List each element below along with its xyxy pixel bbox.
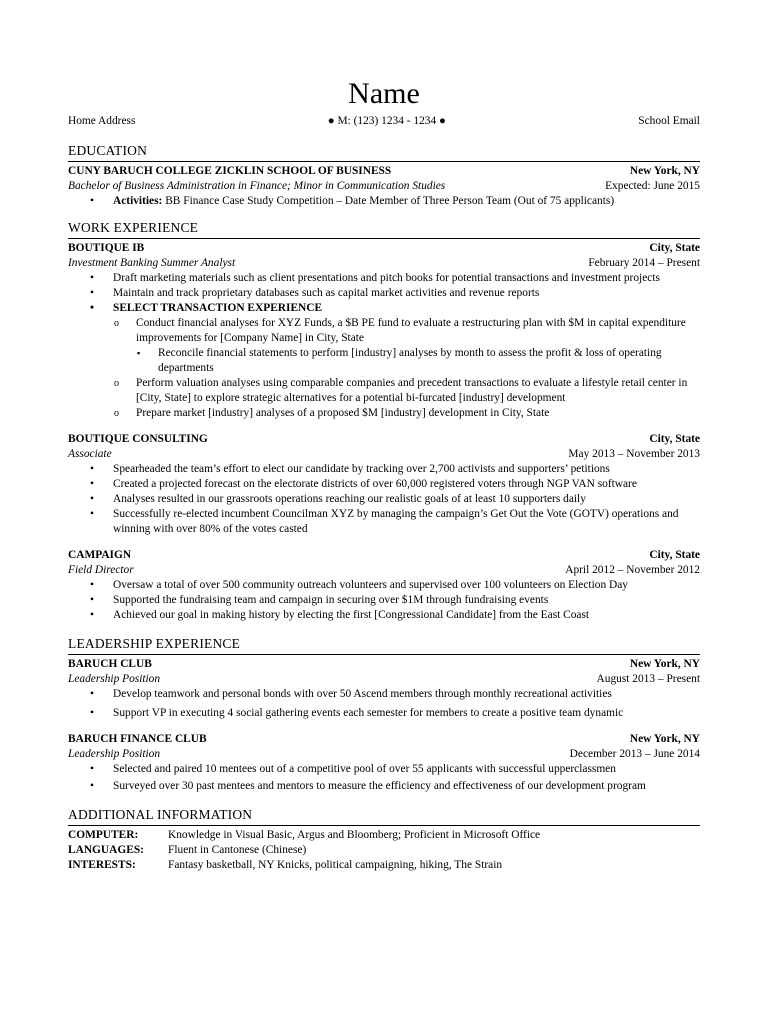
phone-number: ● M: (123) 1234 - 1234 ●	[327, 115, 446, 127]
activities-text: BB Finance Case Study Competition – Date Member of Three Person Team (Out of 75 applicants)	[162, 195, 615, 207]
education-heading: EDUCATION	[68, 142, 700, 162]
list-item: • Spearheaded the team’s effort to elect our candidate by tracking over 2,700 activists and supporters’ petitions	[68, 462, 700, 477]
role-title: Leadership Position	[68, 673, 161, 685]
work-entry-ib	[68, 241, 700, 421]
activities-label: Activities:	[113, 195, 163, 207]
school-email: School Email	[638, 115, 700, 127]
role-title: Associate	[68, 448, 112, 460]
work-entry-campaign	[68, 548, 700, 623]
computer-value: Knowledge in Visual Basic, Argus and Bloomberg; Proficient in Microsoft Office	[168, 829, 541, 841]
org-location: New York, NY	[629, 658, 700, 670]
candidate-name: Name	[348, 77, 420, 110]
sub-list-item: o Prepare market [industry] analyses of a proposed $M [industry] development in City, State	[68, 406, 700, 421]
additional-heading: ADDITIONAL INFORMATION	[68, 806, 700, 826]
list-item: • Oversaw a total of over 500 community outreach volunteers and supervised over 100 volunteers on Election Day	[68, 578, 700, 593]
org-name: BOUTIQUE IB	[68, 242, 145, 254]
leadership-heading: LEADERSHIP EXPERIENCE	[68, 635, 700, 655]
languages-label: LANGUAGES:	[68, 844, 144, 856]
role-title: Leadership Position	[68, 748, 161, 760]
list-item: • Created a projected forecast on the electorate districts of over 60,000 registered voters through NGP VAN software	[68, 477, 700, 492]
leadership-entry-club	[68, 657, 700, 721]
leadership-entry-finance-club	[68, 732, 700, 794]
education-entry	[68, 164, 700, 209]
sub-list-item: o Conduct financial analyses for XYZ Funds, a $B PE fund to evaluate a restructuring plan with $M in capital expenditure improvements for [Company Name] in City, State	[68, 316, 700, 346]
contact-line	[68, 114, 700, 129]
role-title: Investment Banking Summer Analyst	[68, 257, 236, 269]
role-date: December 2013 – June 2014	[569, 748, 700, 760]
activities-item	[68, 194, 700, 209]
interests-label: INTERESTS:	[68, 859, 136, 871]
additional-info	[68, 828, 700, 873]
list-item: • Support VP in executing 4 social gathering events each semester for members to create a positive team dynamic	[68, 706, 700, 721]
list-item: • Surveyed over 30 past mentees and mentors to measure the efficiency and effectiveness of our development program	[68, 779, 700, 794]
org-location: New York, NY	[629, 733, 700, 745]
list-item: • Successfully re-elected incumbent Councilman XYZ by managing the campaign’s Get Out the Vote (GOTV) operations and winning with over 80% of the votes casted	[68, 507, 700, 537]
list-item: • Selected and paired 10 mentees out of a competitive pool of over 55 applicants with successful upperclassmen	[68, 762, 700, 777]
interests-row	[68, 858, 700, 873]
graduation-date: Expected: June 2015	[605, 180, 700, 192]
org-location: City, State	[649, 242, 700, 254]
role-date: August 2013 – Present	[596, 673, 700, 685]
languages-value: Fluent in Cantonese (Chinese)	[168, 844, 307, 856]
list-item: • Achieved our goal in making history by electing the first [Congressional Candidate] from the East Coast	[68, 608, 700, 623]
sub-list-item: o Perform valuation analyses using comparable companies and precedent transactions to evaluate a lifestyle retail center in [City, State] to explore strategic alternatives for a potential bi-furcated [industry] development	[68, 376, 700, 406]
computer-label: COMPUTER:	[68, 829, 139, 841]
school-location: New York, NY	[629, 165, 700, 177]
org-location: City, State	[649, 433, 700, 445]
list-item: • Maintain and track proprietary databases such as capital market activities and revenue reports	[68, 286, 700, 301]
home-address: Home Address	[68, 115, 136, 127]
org-name: BARUCH CLUB	[68, 658, 152, 670]
sub-sub-list-item: ▪ Reconcile financial statements to perform [industry] analyses by month to assess the profit & loss of operating departments	[68, 346, 700, 376]
list-item: • Supported the fundraising team and campaign in securing over $1M through fundraising events	[68, 593, 700, 608]
role-date: May 2013 – November 2013	[568, 448, 700, 460]
org-name: BARUCH FINANCE CLUB	[68, 733, 207, 745]
languages-row	[68, 843, 700, 858]
org-location: City, State	[649, 549, 700, 561]
list-item: • Develop teamwork and personal bonds with over 50 Ascend members through monthly recreational activities	[68, 687, 700, 702]
role-date: April 2012 – November 2012	[565, 564, 700, 576]
list-item: • Analyses resulted in our grassroots operations reaching our realistic goals of at least 10 supporters daily	[68, 492, 700, 507]
list-item: • SELECT TRANSACTION EXPERIENCE	[68, 301, 700, 316]
org-name: BOUTIQUE CONSULTING	[68, 433, 208, 445]
list-item: • Draft marketing materials such as client presentations and pitch books for potential transactions and investment projects	[68, 271, 700, 286]
role-title: Field Director	[68, 564, 134, 576]
school-name: CUNY BARUCH COLLEGE ZICKLIN SCHOOL OF BUSINESS	[68, 165, 392, 177]
interests-value: Fantasy basketball, NY Knicks, political campaigning, hiking, The Strain	[168, 859, 503, 871]
work-heading: WORK EXPERIENCE	[68, 219, 700, 239]
work-entry-consulting	[68, 432, 700, 537]
degree: Bachelor of Business Administration in Finance; Minor in Communication Studies	[68, 180, 446, 192]
role-date: February 2014 – Present	[588, 257, 700, 269]
org-name: CAMPAIGN	[68, 549, 132, 561]
computer-row	[68, 828, 700, 843]
